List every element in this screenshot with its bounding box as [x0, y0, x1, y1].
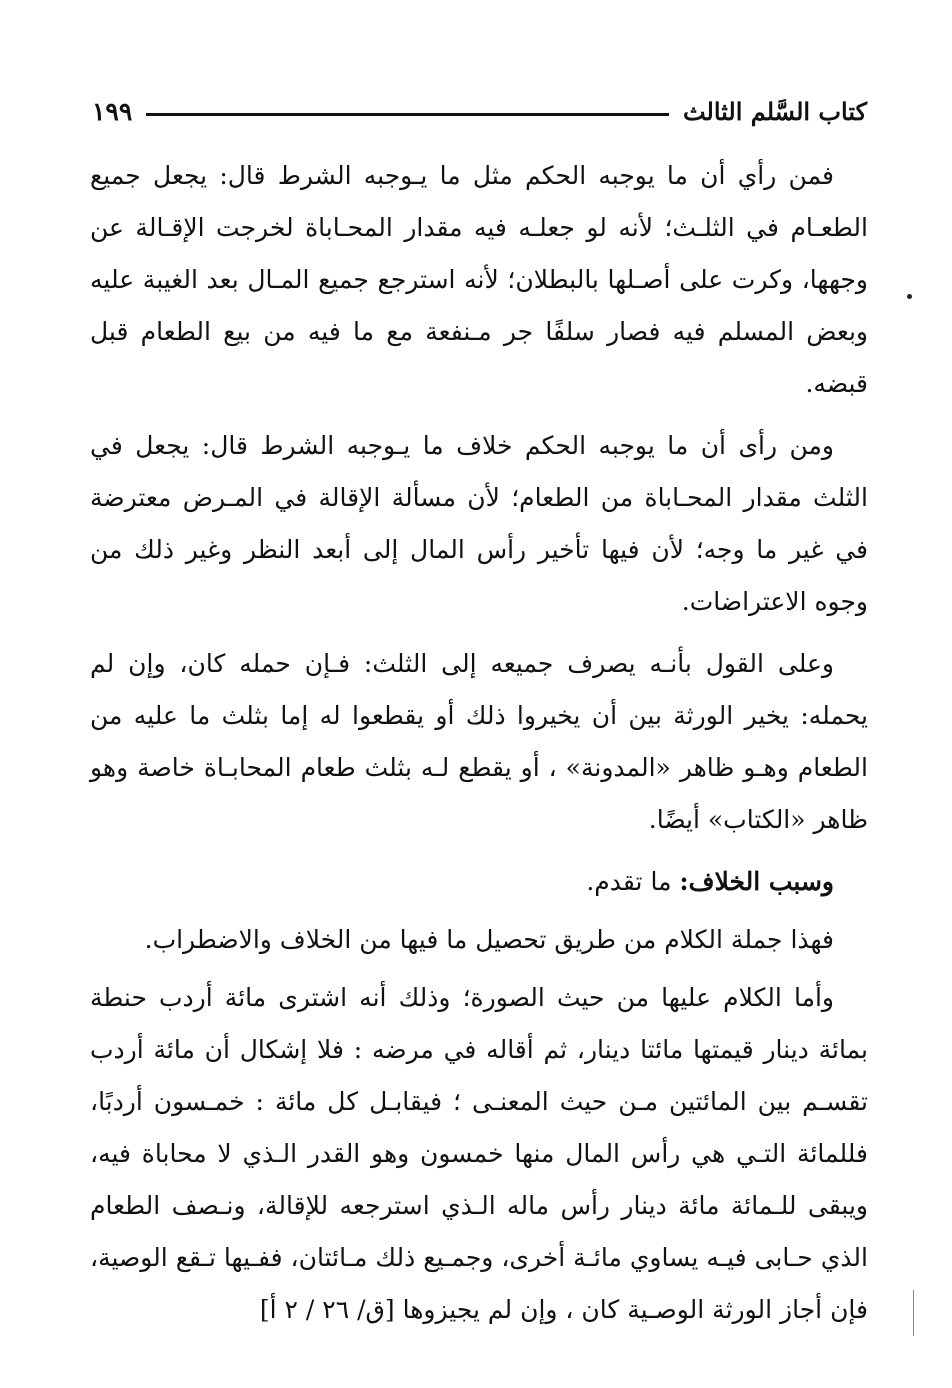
page-number: ١٩٩	[92, 97, 133, 126]
cause-paragraph	[90, 856, 868, 908]
paragraph-1: فمن رأي أن ما يوجبه الحكم مثل ما يـوجبه الشرط قال: يجعل جميع الطعـام في الثلـث؛ لأنه لو جعلـه فيه مقدار المحـاباة لخرجت الإقـالة عن وجهها، وكرت على أصـلها بالبطلان؛ لأنه استرجع جميع المـال بعد الغيبة عليه وبعض المسلم فيه فصار سلفًا جر مـنفعة مع ما فيه من بيع الطعام قبل قبضه.	[90, 161, 868, 398]
running-header	[92, 92, 867, 132]
paragraph-2: ومن رأى أن ما يوجبه الحكم خلاف ما يـوجبه الشرط قال: يجعل في الثلث مقدار المحـاباة من الطعام؛ لأن مسألة الإقالة في المـرض معترضة في غير ما وجه؛ لأن فيها تأخير رأس المال إلى أبعد النظر وغير ذلك من وجوه الاعتراضات.	[90, 431, 868, 616]
paragraph-4: وأما الكلام عليها من حيث الصورة؛ وذلك أنه اشترى مائة أردب حنطة بمائة دينار قيمتها مائتا دينار، ثم أقاله في مرضه : فلا إشكال أن مائة أردب تقسـم بين المائتين مـن حيث المعنـى ؛ فيقابـل كل مائة : خمـسون أردبًا، فللمائة التـي هي رأس المال منها خمسون وهو القدر الـذي لا محاباة فيه، ويبقى للـمائة مائة دينار رأس ماله الـذي استرجعه للإقالة، ونـصف الطعام الذي حـابى فيـه يساوي مائـة أخرى، وجمـيع ذلك مـائتان، ففـيها تـقع الوصية، فإن أجاز الورثة الوصـية كان ، وإن لم يجيزوها [ق/ ٢٦ / ٢ أ]	[90, 983, 868, 1324]
paragraph-3: وعلى القول بأنـه يصرف جميعه إلى الثلث: فـإن حمله كان، وإن لم يحمله: يخير الورثة بين أن يخيروا ذلك أو يقطعوا له إما بثلث ما عليه من الطعام وهـو ظاهر «المدونة» ، أو يقطع لـه بثلث طعام المحابـاة خاصة وهو ظاهر «الكتاب» أيضًا.	[90, 649, 868, 834]
header-rule	[146, 113, 669, 116]
scan-edge-mark	[913, 1290, 914, 1336]
body-text	[90, 150, 868, 1346]
summary-paragraph: فهذا جملة الكلام من طريق تحصيل ما فيها من الخلاف والاضطراب.	[144, 925, 834, 954]
margin-dot	[907, 294, 912, 299]
header-title: كتاب السَّلم الثالث	[682, 97, 867, 126]
cause-label: وسبب الخلاف:	[679, 867, 834, 896]
cause-text: ما تقدم.	[586, 867, 680, 896]
